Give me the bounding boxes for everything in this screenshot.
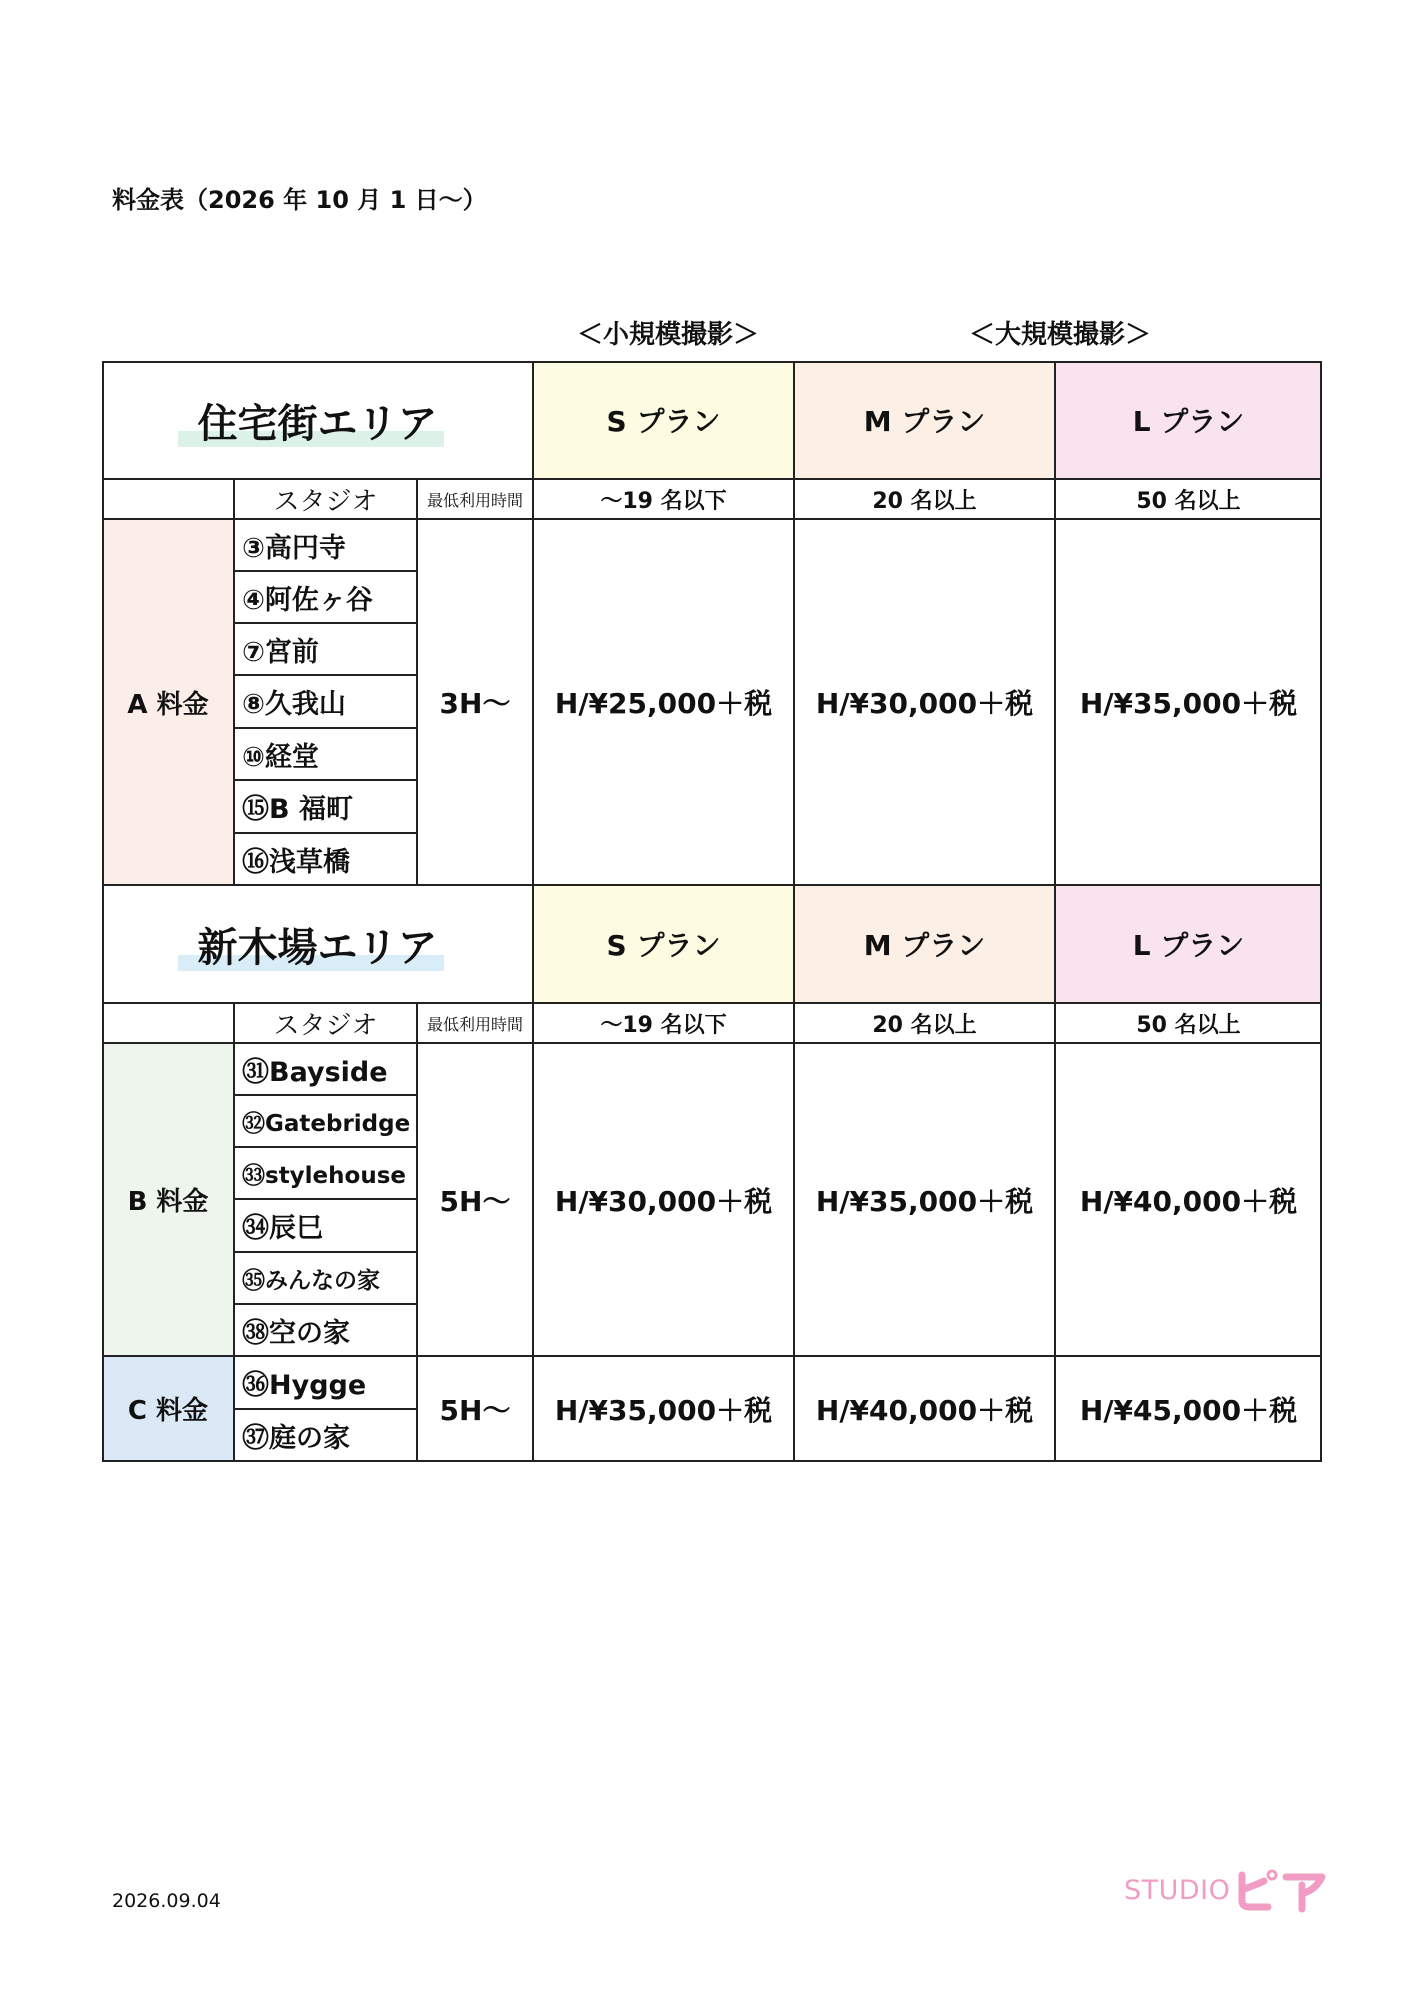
grid-line: [234, 622, 417, 624]
fee-c-label: C 料金: [102, 1356, 234, 1461]
large-scale-label: ＜大規模撮影＞: [968, 320, 1151, 350]
studio-column-header: スタジオ: [273, 486, 378, 517]
studio-column-header: スタジオ: [273, 1010, 378, 1041]
footer-date: 2026.09.04: [112, 1890, 221, 1912]
small-scale-label: ＜小規模撮影＞: [576, 320, 759, 350]
fee-a-price-l: H/¥35,000＋税: [1079, 687, 1298, 720]
grid-line: [102, 1460, 1322, 1462]
m-capacity: 20 名以上: [872, 488, 977, 514]
fee-a-price-m: H/¥30,000＋税: [815, 687, 1034, 720]
fee-a-label: A 料金: [102, 519, 234, 885]
studio-row: ㉜Gatebridge: [242, 1110, 411, 1137]
grid-line: [102, 1002, 1322, 1004]
grid-line: [234, 779, 417, 781]
studio-row: ④阿佐ヶ谷: [242, 584, 373, 616]
studio-row: ㊱Hygge: [242, 1370, 367, 1401]
plan-s-header: S プラン: [533, 361, 794, 479]
plan-l-header: L プラン: [1055, 361, 1322, 479]
grid-line: [416, 1003, 418, 1462]
grid-line: [233, 479, 235, 885]
area-name-shinkiba: 新木場エリア: [194, 916, 442, 973]
fee-b-price-m: H/¥35,000＋税: [815, 1184, 1034, 1218]
fee-c-price-s: H/¥35,000＋税: [554, 1393, 773, 1427]
price-table: [102, 361, 1322, 1466]
fee-a-price-s: H/¥25,000＋税: [554, 687, 773, 720]
grid-line: [102, 884, 1322, 886]
grid-line: [234, 570, 417, 572]
grid-line: [102, 1355, 1322, 1357]
grid-line: [102, 518, 1322, 520]
logo-text: STUDIO: [1124, 1874, 1231, 1906]
page-title: 料金表（2026 年 10 月 1 日〜）: [112, 186, 487, 214]
studio-row: ⑮B 福町: [242, 794, 353, 825]
studio-row: ㉞辰巳: [242, 1213, 323, 1244]
studio-row: ㊲庭の家: [242, 1422, 350, 1454]
fee-c-price-m: H/¥40,000＋税: [815, 1393, 1034, 1427]
fee-b-price-l: H/¥40,000＋税: [1079, 1184, 1298, 1218]
grid-line: [234, 727, 417, 729]
studio-row: ㉛Bayside: [242, 1056, 388, 1088]
fee-b-min-hours: 5H〜: [439, 1184, 511, 1218]
min-hours-column-header: 最低利用時間: [426, 1014, 523, 1034]
fee-a-min-hours: 3H〜: [439, 687, 511, 720]
fee-c-price-l: H/¥45,000＋税: [1079, 1393, 1298, 1427]
studio-row: ⑯浅草橋: [242, 846, 350, 878]
grid-line: [102, 478, 1322, 480]
studio-row: ㊳空の家: [242, 1317, 350, 1349]
grid-line: [234, 1408, 417, 1410]
grid-line: [234, 1094, 417, 1096]
studio-row: ⑧久我山: [242, 689, 346, 720]
grid-line: [234, 1251, 417, 1253]
studio-row: ㉟みんなの家: [242, 1267, 380, 1294]
studio-row: ⑩経堂: [242, 741, 319, 773]
grid-line: [234, 1198, 417, 1200]
grid-line: [102, 1042, 1322, 1044]
grid-line: [234, 1146, 417, 1148]
grid-line: [1320, 361, 1322, 1462]
area-header-residential: [102, 361, 533, 479]
l-capacity: 50 名以上: [1136, 488, 1241, 514]
area-name-residential: 住宅街エリア: [194, 392, 442, 449]
plan-m-header: M プラン: [794, 885, 1055, 1003]
grid-line: [234, 832, 417, 834]
studio-row: ㉝stylehouse: [242, 1162, 406, 1189]
grid-line: [532, 361, 534, 1462]
fee-b-price-s: H/¥30,000＋税: [554, 1184, 773, 1218]
m-capacity: 20 名以上: [872, 1012, 977, 1038]
studio-logo: [1124, 1865, 1330, 1915]
grid-line: [416, 479, 418, 885]
l-capacity: 50 名以上: [1136, 1012, 1241, 1038]
s-capacity: 〜19 名以下: [600, 1012, 727, 1038]
grid-line: [233, 1003, 235, 1462]
fee-c-min-hours: 5H〜: [439, 1393, 511, 1427]
plan-l-header: L プラン: [1055, 885, 1322, 1003]
plan-m-header: M プラン: [794, 361, 1055, 479]
grid-line: [793, 361, 795, 1462]
grid-line: [234, 1303, 417, 1305]
grid-line: [102, 361, 104, 1462]
s-capacity: 〜19 名以下: [600, 488, 727, 514]
grid-line: [1054, 361, 1056, 1462]
logo-mark-icon: [1230, 1865, 1330, 1915]
studio-row: ⑦宮前: [242, 636, 319, 668]
studio-row: ③高円寺: [242, 532, 346, 564]
grid-line: [234, 674, 417, 676]
min-hours-column-header: 最低利用時間: [426, 490, 523, 510]
plan-s-header: S プラン: [533, 885, 794, 1003]
area-header-shinkiba: [102, 885, 533, 1003]
grid-line: [102, 361, 1322, 363]
fee-b-label: B 料金: [102, 1043, 234, 1356]
